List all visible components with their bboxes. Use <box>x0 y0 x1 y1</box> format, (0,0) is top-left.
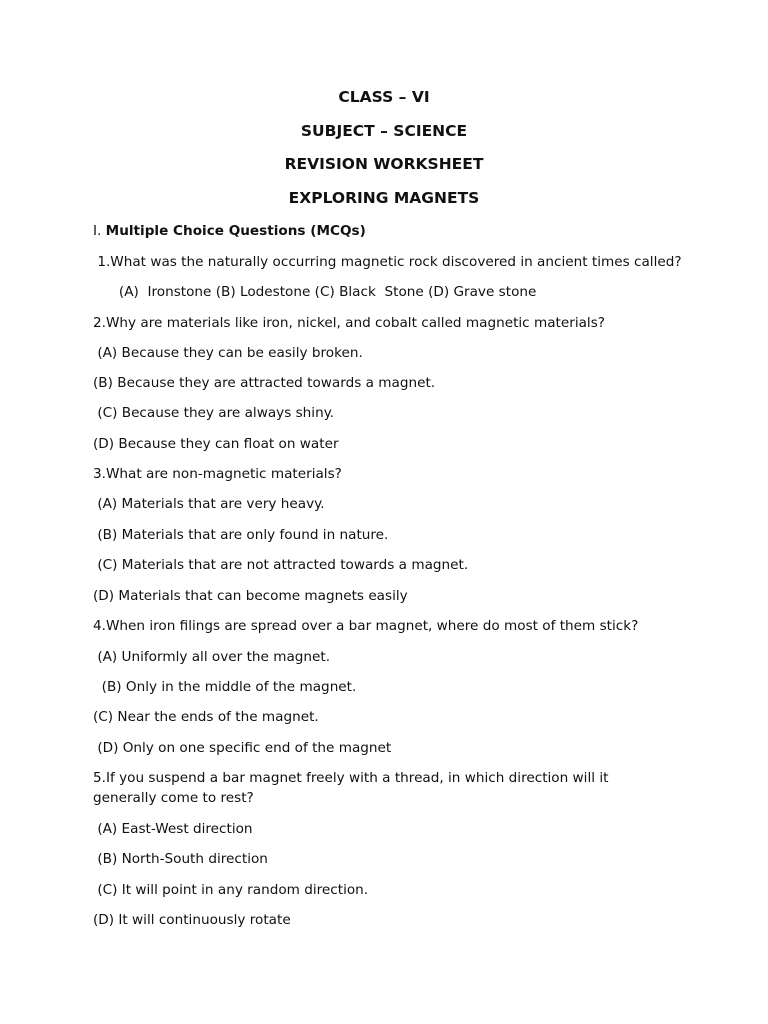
question-1-text: 1.What was the naturally occurring magnetic rock discovered in ancient times called? <box>93 254 682 270</box>
question-5-option-a: (A) East-West direction <box>93 821 253 837</box>
topic-heading: EXPLORING MAGNETS <box>288 189 480 207</box>
question-2-option-a: (A) Because they can be easily broken. <box>93 345 363 361</box>
question-4-text: 4.When iron filings are spread over a bar magnet, where do most of them stick? <box>93 618 639 634</box>
question-3-option-a: (A) Materials that are very heavy. <box>93 496 325 512</box>
question-2-text: 2.Why are materials like iron, nickel, and cobalt called magnetic materials? <box>93 315 606 331</box>
question-4-option-b: (B) Only in the middle of the magnet. <box>93 679 357 695</box>
question-2-option-c: (C) Because they are always shiny. <box>93 405 335 421</box>
section-title: Multiple Choice Questions (MCQs) <box>105 223 366 239</box>
question-5-option-d: (D) It will continuously rotate <box>93 912 291 928</box>
subject-heading: SUBJECT – SCIENCE <box>300 122 468 140</box>
worksheet-heading: REVISION WORKSHEET <box>284 155 484 173</box>
question-5-option-b: (B) North-South direction <box>93 851 268 867</box>
question-3-text: 3.What are non-magnetic materials? <box>93 466 342 482</box>
question-4-option-a: (A) Uniformly all over the magnet. <box>93 649 331 665</box>
section-number: I. <box>93 223 102 239</box>
question-4-option-c: (C) Near the ends of the magnet. <box>93 709 319 725</box>
question-2-option-b: (B) Because they are attracted towards a magnet. <box>93 375 436 391</box>
question-5-text: 5.If you suspend a bar magnet freely with a thread, in which direction will it generally come to rest? <box>93 770 609 806</box>
question-3-option-d: (D) Materials that can become magnets easily <box>93 588 408 604</box>
question-4-option-d: (D) Only on one specific end of the magnet <box>93 740 392 756</box>
question-3-option-c: (C) Materials that are not attracted towards a magnet. <box>93 557 469 573</box>
question-2-option-d: (D) Because they can float on water <box>93 436 339 452</box>
question-3-option-b: (B) Materials that are only found in nature. <box>93 527 389 543</box>
section-heading <box>93 221 366 241</box>
question-5-option-c: (C) It will point in any random direction. <box>93 882 369 898</box>
question-1-options: (A) Ironstone (B) Lodestone (C) Black Stone (D) Grave stone <box>93 284 537 300</box>
class-heading: CLASS – VI <box>338 88 430 106</box>
